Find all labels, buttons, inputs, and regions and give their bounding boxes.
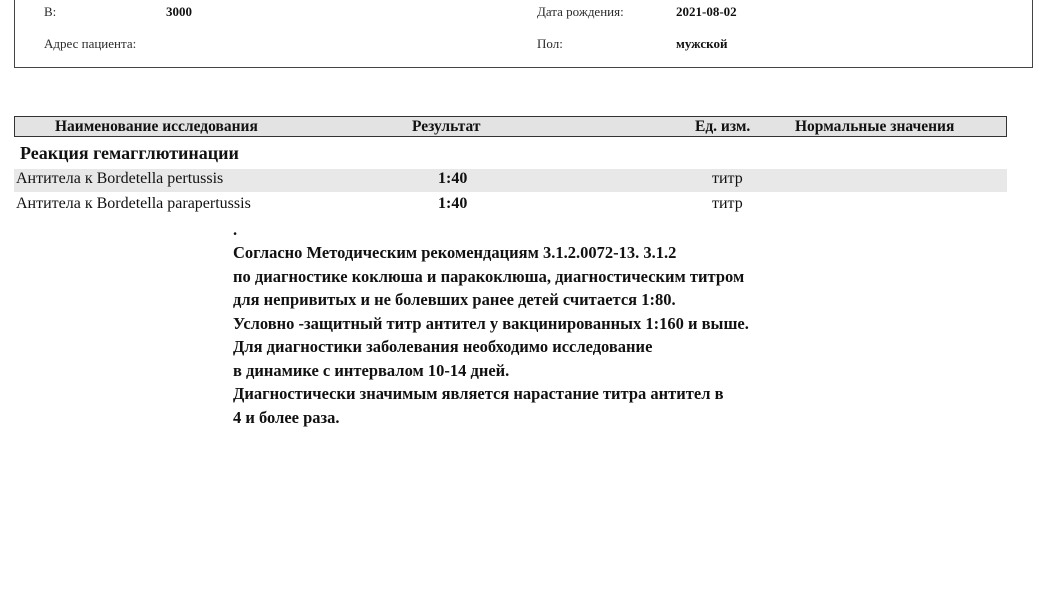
field-b-label: В:	[44, 4, 57, 19]
comment-bullet: .	[233, 220, 238, 239]
comment-block	[233, 222, 749, 429]
header-result: Результат	[412, 118, 481, 135]
field-b-value: 3000	[166, 4, 192, 19]
row-result: 1:40	[438, 195, 468, 212]
comment-line: Условно -защитный титр антител у вакцинированных 1:160 и выше.	[233, 313, 749, 333]
table-row	[14, 169, 1007, 192]
comment-line: 4 и более раза.	[233, 407, 340, 427]
row-unit: титр	[712, 195, 743, 212]
comment-line: для непривитых и не болевших ранее детей считается 1:80.	[233, 290, 676, 309]
row-test-name: Антитела к Bordetella parapertussis	[16, 195, 251, 212]
comment-line: Диагностически значимым является нарастание титра антител в	[233, 384, 724, 403]
row-unit: титр	[712, 170, 743, 187]
table-row	[14, 194, 1007, 217]
table-header	[14, 116, 1007, 137]
row-test-name: Антитела к Bordetella pertussis	[16, 170, 224, 187]
header-unit: Ед. изм.	[695, 118, 751, 135]
comment-line: в динамике с интервалом 10-14 дней.	[233, 360, 510, 380]
results-table	[14, 116, 1007, 137]
row-result: 1:40	[438, 170, 468, 187]
comment-line: по диагностике коклюша и паракоклюша, диагностическим титром	[233, 266, 745, 286]
sex-label: Пол:	[537, 36, 563, 51]
birth-date-value: 2021-08-02	[676, 4, 737, 19]
section-title: Реакция гемагглютинации	[20, 143, 239, 163]
birth-date-label: Дата рождения:	[537, 4, 624, 19]
header-test-name: Наименование исследования	[55, 118, 258, 135]
comment-line: Согласно Методическим рекомендациям 3.1.2.0072-13. 3.1.2	[233, 243, 677, 262]
sex-value: мужской	[676, 36, 728, 51]
address-label: Адрес пациента:	[44, 36, 137, 51]
header-normal-values: Нормальные значения	[795, 118, 955, 135]
comment-line: Для диагностики заболевания необходимо исследование	[233, 337, 653, 356]
